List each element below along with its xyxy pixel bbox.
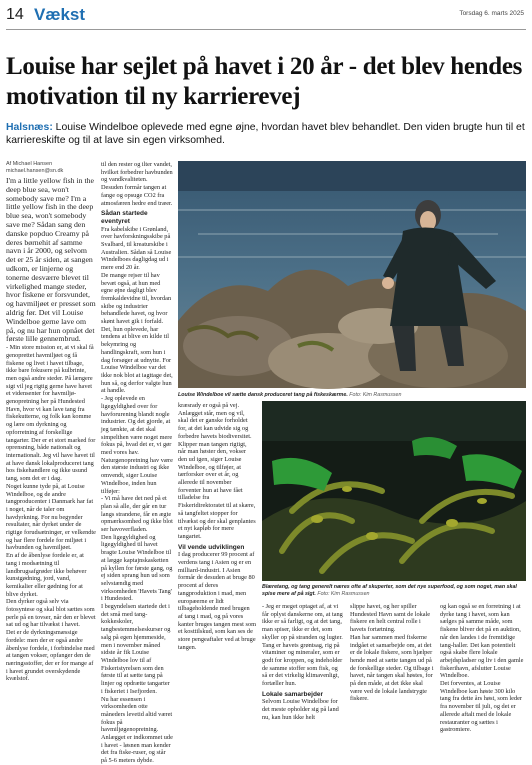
- body-paragraph: Det, hun oplevede, har tendens at blive en kilde til bekymring og handlingskraft, som hun i dag forsøger at udnytte. For Louise Windelboe var det ikke nok blot at iagttage det, hun så, og derfor valgte hun at handle.: [101, 325, 173, 395]
- issue-date: Torsdag 6. marts 2025: [459, 10, 524, 17]
- body-paragraph: I begyndelsen startede det i det små med tang-kokkeskoler, tangbestemmelseskurser og salg på egen hjemmeside, men i november måned sidste år fik Louise Windelboe lov til af Fiskeristyrelsen som den første til at sætte tang på linjer og opdrætte tangarter i fiskeriet i Isefjorden.: [101, 603, 171, 695]
- photo-seaweed-hands: [262, 401, 526, 581]
- body-paragraph: I dag producerer 99 procent af verdens tang i Asien og er en milliard-industri. I Asien formår de desuden at bruge 80 procent af deres tangproduktion i mad, men europæerne er lidt tilbageholdende med brugen af tang i mad, og på vores kanter bruges tangen mest som et kosttilskud, som kan ses de store pengeaftaler ved at bruge tangen.: [178, 551, 256, 651]
- article-headline: Louise har sejlet på havet i 20 år - det blev hendes motivation til ny karrierevej: [6, 53, 523, 110]
- header-divider: [6, 29, 526, 30]
- section-label[interactable]: Vækst: [34, 5, 86, 24]
- page-number: 14: [6, 6, 24, 23]
- article-photo-seaweed[interactable]: [262, 401, 526, 581]
- body-paragraph: Det forventes, at Louise Windelboe kan høste 300 kilo tang fra dette års høst, som leder fra november til juli, og det er allerede aftalt med de lokale restauranter og sættes i gastromiere.: [440, 680, 523, 734]
- body-paragraph: slippe havet, og her spiller Hundested Havn samt de lokale fiskere en helt central rolle i havets fortætning.: [350, 603, 431, 634]
- photo-shore-scene: [178, 161, 526, 388]
- byline-author: Af Michael Hansen: [6, 161, 53, 167]
- lead-text: Louise Windelboe oplevede med egne øjne, hvordan havet blev behandlet. Den viden brugte hun til et karriereskifte og til at lave sin egen virksomhed.: [6, 122, 525, 146]
- subheading: Vil vende udviklingen: [178, 543, 245, 551]
- body-paragraph: Den ligegyldighed og ligegyldighed til havet bragte Louise Windelboe til at lægge kaptajnskasketten på kyllen for første gang, og ej siden sprang hun ud som selvstændig med virksomheden 'Havets Tang' i Hundested.: [101, 533, 173, 603]
- body-column-1: [6, 177, 96, 718]
- body-paragraph: Han har sammen med fiskerne indgået et samarbejde om, at det er de lokale fiskere, som hjælper hende med at sætte tangen ud på de forskellige steder. Og tilbage i havet, når tangen skal høstes, for på den måde, at det ikke skal være ved de lokale landstrygte fiskere.: [350, 633, 434, 703]
- body-paragraph: Nu har essensen i virksomheden otte måneders levetid altid været fokus på havmiljøgenopretning. Anlægget er indkommet ude i havet - løsnen man kender det fra fiske-ruser, og står på 5-6 meters dybde.: [101, 695, 173, 765]
- body-column-5: [350, 603, 434, 718]
- body-paragraph: Den dyrker også selv via fotosyntese og skal blot sættes som perle på en tovser, når den er blevet sat ud og har tilvækst i havet.: [6, 598, 96, 629]
- body-paragraph: - Jeg oplevede en ligegyldighed over for havforurening blandt nogle industrier. Og det gjorde, at jeg tænkte, at det skal simpelthen være noget mere fokus på, hvad det er, vi gør med vores hav. Naturgenopretning hav være den største industri og ikke omvendt, siger Louise Windelboe, inden hun tilføjer:: [101, 395, 173, 495]
- body-paragraph: Det er de dyrkningsmæssige fordele: men der er også andre åbenlyse fordele, i forbindelse med at tangen vokser, opfanger den de næringsstoffer, der er for mange af i havet grundet overskydende kvælstof.: [6, 629, 95, 683]
- body-paragraph: Noget kunne tyde på, at Louise Windelboe, og de andre tangproducenter i Danmark har fat i noget, når de taler om havdyrkning. For nu begynder resultater, når dyrket under de rigtige forudsætninger, er velkendte og har flere fordele for miljøet i havbunden og havmiljøet.: [6, 482, 96, 552]
- byline: [6, 161, 96, 175]
- photo-credit: Foto: Kim Rasmussen: [349, 392, 402, 398]
- body-paragraph: - Jeg er meget optaget af, at vi får oplyst danskerne om, at tang ikke er så farligt, og at det tang, man spiser, ikke er det, som skyller op på stranden og lugter. Tang er havets grøntsag, rig på vitaminer og mineraler, som er godt for kroppen, og indeholder de samme stoffer som fisk, og så er det virkelig klimavenligt, fortæller hun.: [262, 603, 343, 688]
- photo-caption-2: [262, 584, 526, 598]
- body-paragraph: og kan også se en forretning i at dyrke tang i havet, som kan sælges på samme måde, som fiskene bliver det på en auktion, når den landes i de fremtidige tang-haller. Det kan potentielt også skabe flere lokale arbejdspladser og liv i den gamle fiskerihavn, afslutter Louise Windelboe.: [440, 603, 524, 680]
- body-paragraph: Fra kabelskibe i Grønland, over havforskningsskibe på Svalbard, til kreaturskibe i Australien. Sådan så Louise Windelboes dagligdag ud i mere end 20 år.: [101, 225, 172, 272]
- photo-caption-1: [178, 392, 526, 399]
- article-lead: [6, 121, 526, 147]
- article-photo-louise[interactable]: [178, 161, 526, 388]
- body-paragraph: Desuden formår tangen at fange og opsuge CO2 fra atmosfæren hedre end træer.: [101, 184, 173, 207]
- lead-place: Halsnæs:: [6, 122, 53, 133]
- body-paragraph: - Min store mission er, at vi skal få genoprettet havmiljøet og få fiskene og livet i havet tilbage, ikke bare fokusere på kulbrinte, men også andre steder. På længere sigt vil jeg rigtig gerne have havet et vidensenter for havmiljø-genopretning her på Hundested Havn, hvor vi kan lave tang fra fiskekutterne, og folk kan komme og lære om dyrkning og opforretning af forskellige tangarter. Der er et stort marked for oprensning, både nationalt og internationalt. Jeg vil have havet til at have dansk lokalproduceret tang hos fiskehandlere og ikke usund tang, som det er i dag.: [6, 344, 96, 483]
- body-paragraph: Selvom Louise Windelboe for det meste opholder sig på land nu, kan hun ikke helt: [262, 698, 339, 721]
- body-paragraph: kræsrady er også på vej. Anlægget står, men og vil, skal det er ganske forholdet for, at det kan udvide sig og forbedre havets biodiversitet. Klipper man tangen rigtigt, når man høster den, vokser den ud igen, siger Louise Windelboe, og tilføjer, at tærforsker over et år, og allerede til november forventer hun at have fået tilladelse fra Fiskeridirektoratet til at skære, så tangfeltet stopper for tilvækst og der skal genplantes et nyt kapløb for mere tangartet.: [178, 402, 256, 540]
- page-header: [0, 0, 532, 30]
- body-paragraph: til den rester og ilter vandet, hvilket forbedrer havbunden og vandkvaliteten.: [101, 161, 173, 184]
- caption-text: Blæretang, og tang generelt næres ofte af skuperter, som det nye superfood, og som noget, man skal spise mere af på sigt.: [262, 584, 517, 597]
- body-column-3: [178, 402, 256, 718]
- caption-text: Louise Windelboe vil sætte dansk produceret tang på fiskeskærme.: [178, 392, 348, 398]
- subheading: Lokale samarbejder: [262, 690, 324, 698]
- body-column-4: [262, 603, 344, 721]
- subheading: Sådan startede eventyret: [101, 210, 148, 225]
- body-column-6: [440, 603, 526, 734]
- body-column-2: [101, 161, 173, 765]
- byline-email[interactable]: michael.hansen@sn.dk: [6, 168, 64, 174]
- body-paragraph: I'm a little yellow fish in the deep blue sea, won't somebody save me? I'm a little yellow fish in the deep blue sea, won't somebody save me? Sådan sang den danske popduo Creamy på deres børnehit af samme navn i år 2000, og selvom det er 25 år siden, at sangen udkom, er linjerne og tonerne desværre blevet til virkelighed mange steder, hvor fiskene er forsvundet, og havmiljøet er presset som aldrig før. Det vil Louise Windelboe gerne lave om på, og nu har hun opnået det første lille gennembrud.: [6, 176, 96, 344]
- body-paragraph: En af de åbenlyse fordele er, at tang i modsætning til landbrugsafgrøder ikke behøver kunstgødning, jord, vand, kemikalier eller gødning for at blive dyrket.: [6, 552, 87, 598]
- photo-credit: Foto: Kim Rasmussen: [317, 590, 370, 597]
- body-paragraph: De mange rejser til hav bevæt også, at hun med egne øjne dagligt blev fremkaldevidne til, hvordan skibe og industrier behandlede havet, og hvor skønt havet gik i forfald.: [101, 271, 172, 326]
- body-paragraph: - Vi må have det ned på et plan så alle, der går en tur langs strandene, får en ægte opmærksomhed og ikke blot ser havoverfladen.: [101, 495, 173, 534]
